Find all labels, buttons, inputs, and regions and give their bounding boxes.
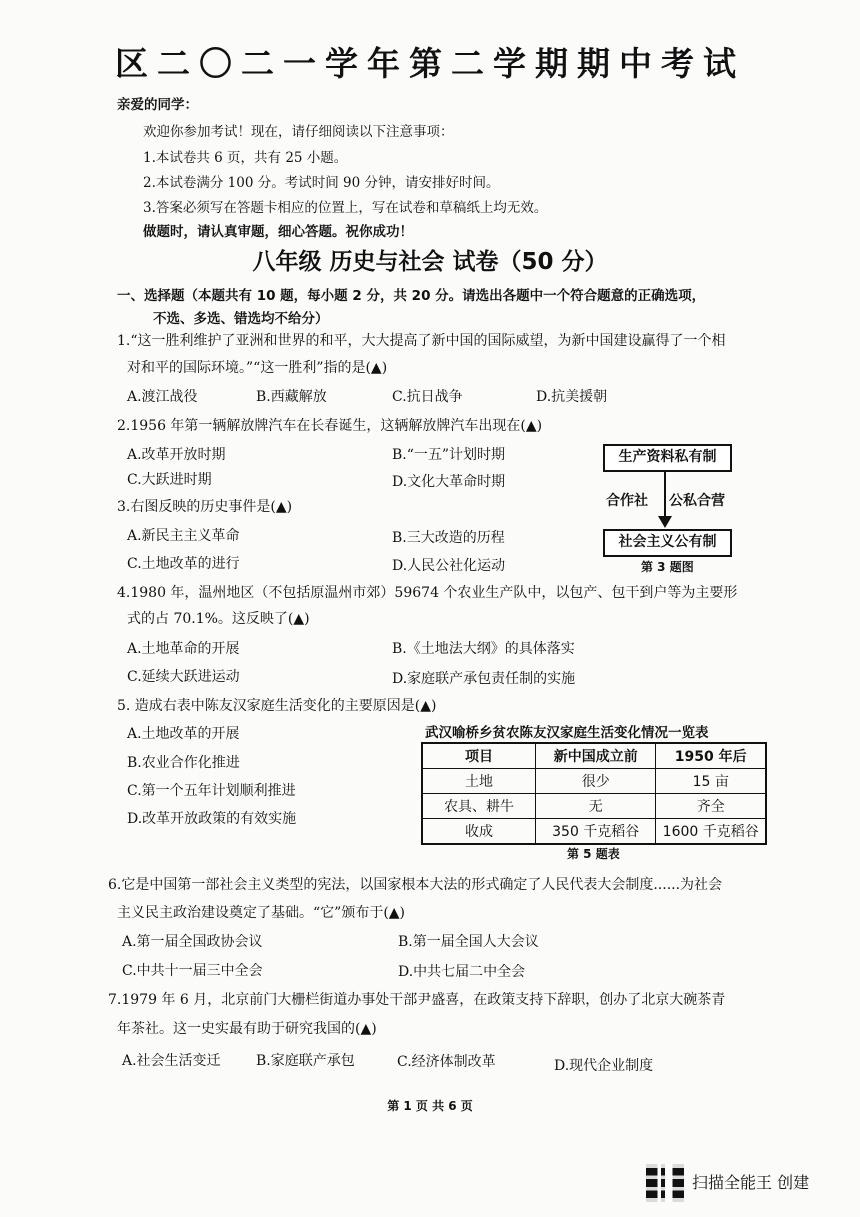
q5-table-title: 武汉喻桥乡贫农陈友汉家庭生活变化情况一览表 xyxy=(425,725,709,741)
q6-stem-line2: 主义民主政治建设奠定了基础。“它”颁布于(▲) xyxy=(117,905,406,921)
table-cell: 无 xyxy=(536,794,656,819)
page-number: 第 1 页 共 6 页 xyxy=(387,1099,473,1113)
q4-option-a: A.土地革命的开展 xyxy=(127,641,240,657)
figure-private-ownership-box: 生产资料私有制 xyxy=(603,444,732,472)
table-cell: 1600 千克稻谷 xyxy=(656,819,766,845)
q2-option-d: D.文化大革命时期 xyxy=(392,474,506,490)
q3-stem: 3.右图反映的历史事件是(▲) xyxy=(117,499,293,515)
qr-code-icon xyxy=(646,1164,684,1202)
table-row xyxy=(422,794,766,819)
q5-table xyxy=(421,742,767,845)
table-cell: 土地 xyxy=(422,769,536,794)
q1-option-b: B.西藏解放 xyxy=(256,389,327,405)
q7-stem: 7.1979 年 6 月，北京前门大栅栏街道办事处干部尹盛喜，在政策支持下辞职，创办了北京大碗茶青 xyxy=(108,992,726,1008)
q2-option-b: B.“一五”计划时期 xyxy=(392,447,506,463)
q5-option-d: D.改革开放政策的有效实施 xyxy=(127,811,297,827)
paper-subtitle: 八年级 历史与社会 试卷（50 分） xyxy=(252,249,608,275)
q5-option-a: A.土地改革的开展 xyxy=(127,726,240,742)
q5-table-caption: 第 5 题表 xyxy=(567,847,620,861)
figure-cooperative-label: 合作社 xyxy=(606,493,648,509)
q2-stem: 2.1956 年第一辆解放牌汽车在长春诞生，这辆解放牌汽车出现在(▲) xyxy=(117,418,543,434)
q4-option-d: D.家庭联产承包责任制的实施 xyxy=(392,671,576,687)
q4-stem-line2: 式的占 70.1%。这反映了(▲) xyxy=(127,611,310,627)
q2-option-a: A.改革开放时期 xyxy=(127,447,226,463)
q7-option-a: A.社会生活变迁 xyxy=(122,1053,221,1069)
q3-option-d: D.人民公社化运动 xyxy=(392,558,506,574)
q7-option-c: C.经济体制改革 xyxy=(397,1054,496,1070)
table-header-cell: 1950 年后 xyxy=(656,743,766,769)
q1-stem: 1.“这一胜利维护了亚洲和世界的和平，大大提高了新中国的国际威望，为新中国建设赢得了一个相 xyxy=(117,333,726,349)
table-header-cell: 新中国成立前 xyxy=(536,743,656,769)
q6-option-a: A.第一届全国政协会议 xyxy=(122,934,263,950)
section-heading: 一、选择题（本题共有 10 题，每小题 2 分，共 20 分。请选出各题中一个符合题意的正确选项， xyxy=(117,288,706,304)
q4-option-c: C.延续大跃进运动 xyxy=(127,669,240,685)
q3-option-a: A.新民主主义革命 xyxy=(127,528,240,544)
table-cell: 15 亩 xyxy=(656,769,766,794)
table-cell: 齐全 xyxy=(656,794,766,819)
scanner-watermark: 扫描全能王 创建 xyxy=(692,1173,810,1192)
note-2: 2.本试卷满分 100 分。考试时间 90 分钟，请安排好时间。 xyxy=(143,175,500,191)
figure-caption: 第 3 题图 xyxy=(641,560,694,574)
q3-option-b: B.三大改造的历程 xyxy=(392,530,505,546)
q6-option-d: D.中共七届二中全会 xyxy=(398,964,526,980)
greeting: 亲爱的同学： xyxy=(117,97,198,113)
q7-stem-line2: 年茶社。这一史实最有助于研究我国的(▲) xyxy=(117,1021,377,1037)
table-cell: 350 千克稻谷 xyxy=(536,819,656,845)
q7-option-b: B.家庭联产承包 xyxy=(256,1053,355,1069)
exam-title: 区二〇二一学年第二学期期中考试 xyxy=(115,44,745,83)
q5-stem: 5. 造成右表中陈友汉家庭生活变化的主要原因是(▲) xyxy=(117,698,437,714)
q4-option-b: B.《土地法大纲》的具体落实 xyxy=(392,641,575,657)
table-row xyxy=(422,769,766,794)
note-intro: 欢迎你参加考试！现在，请仔细阅读以下注意事项： xyxy=(143,124,454,140)
table-cell: 收成 xyxy=(422,819,536,845)
q6-option-c: C.中共十一届三中全会 xyxy=(122,963,263,979)
section-heading-line2: 不选、多选、错选均不给分） xyxy=(153,311,329,327)
figure-joint-venture-label: 公私合营 xyxy=(669,493,725,509)
q6-option-b: B.第一届全国人大会议 xyxy=(398,934,539,950)
q2-option-c: C.大跃进时期 xyxy=(127,472,212,488)
q6-stem: 6.它是中国第一部社会主义类型的宪法，以国家根本大法的形式确定了人民代表大会制度......为社会 xyxy=(108,877,723,893)
q1-option-d: D.抗美援朝 xyxy=(536,389,608,405)
table-cell: 农具、耕牛 xyxy=(422,794,536,819)
table-cell: 很少 xyxy=(536,769,656,794)
q3-option-c: C.土地改革的进行 xyxy=(127,556,240,572)
q1-stem-line2: 对和平的国际环境。”“这一胜利”指的是(▲) xyxy=(127,360,388,376)
note-1: 1.本试卷共 6 页，共有 25 小题。 xyxy=(143,150,348,166)
q1-option-a: A.渡江战役 xyxy=(127,389,198,405)
q5-option-b: B.农业合作化推进 xyxy=(127,755,240,771)
q7-option-d: D.现代企业制度 xyxy=(554,1058,654,1074)
note-3: 3.答案必须写在答题卡相应的位置上，写在试卷和草稿纸上均无效。 xyxy=(143,200,548,216)
closing-remark: 做题时，请认真审题，细心答题。祝你成功！ xyxy=(143,224,413,240)
table-header-row xyxy=(422,743,766,769)
q1-option-c: C.抗日战争 xyxy=(392,389,463,405)
figure-public-ownership-box: 社会主义公有制 xyxy=(603,529,732,557)
table-header-cell: 项目 xyxy=(422,743,536,769)
table-row xyxy=(422,819,766,845)
q5-option-c: C.第一个五年计划顺利推进 xyxy=(127,783,296,799)
q4-stem: 4.1980 年，温州地区（不包括原温州市郊）59674 个农业生产队中，以包产、包干到户等为主要形 xyxy=(117,585,738,601)
